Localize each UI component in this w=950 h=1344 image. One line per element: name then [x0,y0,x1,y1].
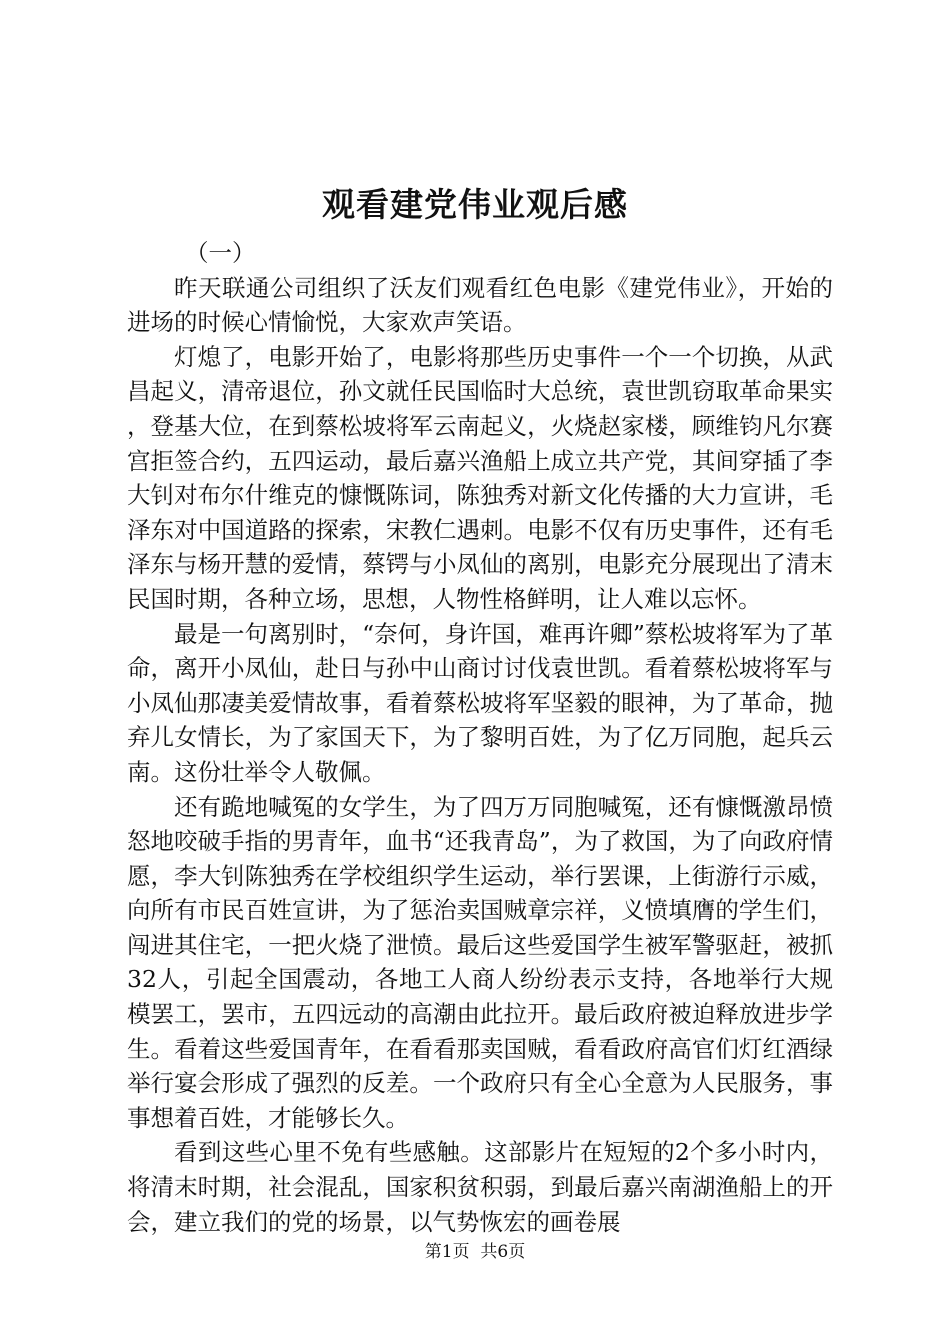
paragraph: 还有跪地喊冤的女学生，为了四万万同胞喊冤，还有慷慨激昂愤怒地咬破手指的男青年，血书“还我青岛”，为了救国，为了向政府情愿，李大钊陈独秀在学校组织学生运动，举行罢课，上街游行示威，向所有市民百姓宣讲，为了惩治卖国贼章宗祥，义愤填膺的学生们，闯进其住宅，一把火烧了泄愤。最后这些爱国学生被军警驱赶，被抓32人，引起全国震动，各地工人商人纷纷表示支持，各地举行大规模罢工，罢市，五四远动的高潮由此拉开。最后政府被迫释放进步学生。看着这些爱国青年，在看看那卖国贼，看看政府高官们灯红酒绿举行宴会形成了强烈的反差。一个政府只有全心全意为人民服务，事事想着百姓，才能够长久。 [127,792,833,1132]
document-title: 观看建党伟业观后感 [322,185,628,224]
paragraph: 最是一句离别时，“奈何，身许国，难再许卿”蔡松坡将军为了革命，离开小凤仙，赴日与孙中山商讨讨伐袁世凯。看着蔡松坡将军与小凤仙那凄美爱情故事，看着蔡松坡将军坚毅的眼神，为了革命，抛弃儿女情长，为了家国天下，为了黎明百姓，为了亿万同胞，起兵云南。这份壮举令人敬佩。 [127,619,833,786]
document-body [127,236,833,1239]
paragraph: 昨天联通公司组织了沃友们观看红色电影《建党伟业》，开始的进场的时候心情愉悦，大家欢声笑语。 [127,273,833,337]
page-footer [0,1241,950,1263]
paragraph: 灯熄了，电影开始了，电影将那些历史事件一个一个切换，从武昌起义，清帝退位，孙文就任民国临时大总统，袁世凯窃取革命果实，登基大位，在到蔡松坡将军云南起义，火烧赵家楼，顾维钧凡尔赛宫拒签合约，五四运动，最后嘉兴渔船上成立共产党，其间穿插了李大钊对布尔什维克的慷慨陈词，陈独秀对新文化传播的大力宣讲，毛泽东对中国道路的探索，宋教仁遇刺。电影不仅有历史事件，还有毛泽东与杨开慧的爱情，蔡锷与小凤仙的离别，电影充分展现出了清末民国时期，各种立场，思想，人物性格鲜明，让人难以忘怀。 [127,342,833,613]
paragraph: 看到这些心里不免有些感触。这部影片在短短的2个多小时内，将清末时期，社会混乱，国家积贫积弱，到最后嘉兴南湖渔船上的开会，建立我们的党的场景，以气势恢宏的画卷展 [127,1138,833,1236]
section-marker: （一） [185,239,256,267]
page-number: 第1页 共6页 [424,1242,526,1262]
